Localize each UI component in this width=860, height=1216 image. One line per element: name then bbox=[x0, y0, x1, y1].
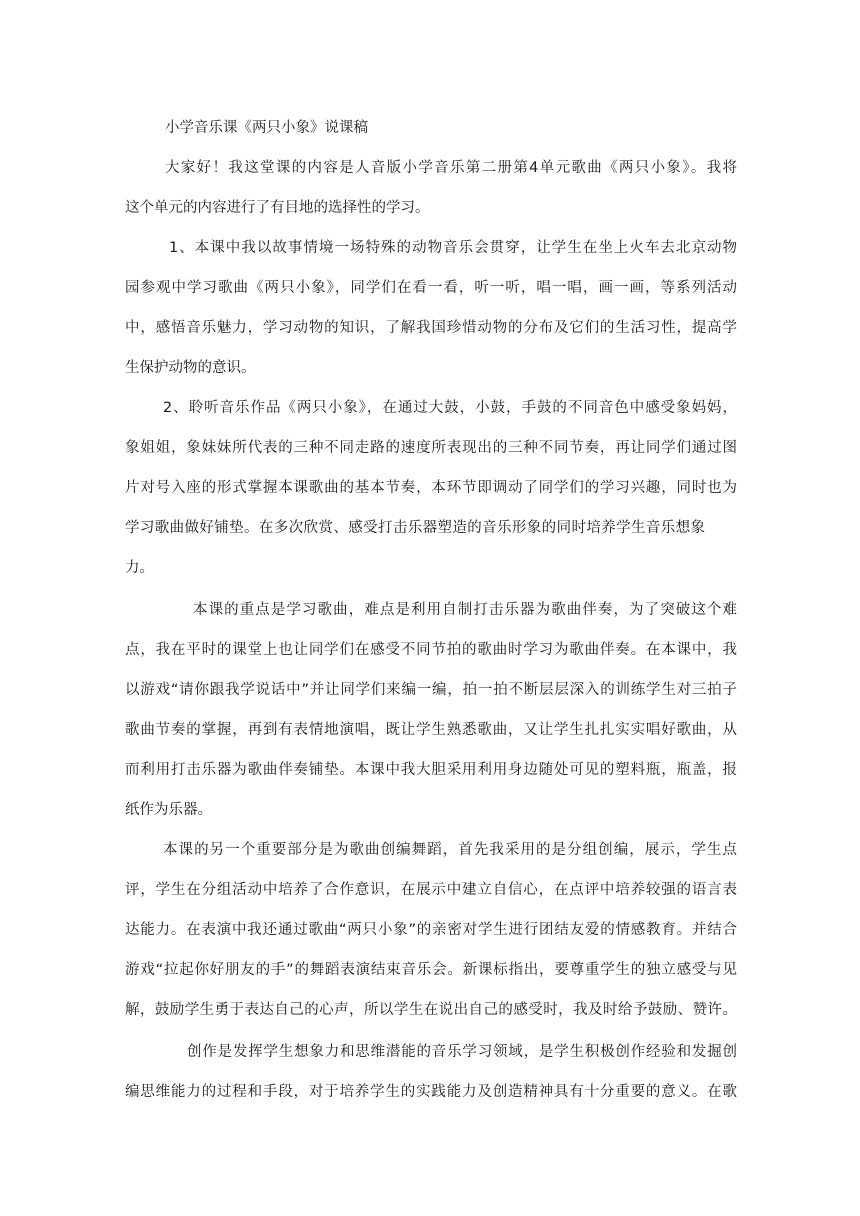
paragraph-line: 本课的重点是学习歌曲，难点是利用自制打击乐器为歌曲伴奏，为了突破这个难 bbox=[193, 602, 737, 618]
paragraph-line: 纸作为乐器。 bbox=[125, 802, 212, 818]
document-title: 小学音乐课《两只小象》说课稿 bbox=[165, 120, 368, 136]
paragraph-line: 达能力。在表演中我还通过歌曲“两只小象”的亲密对学生进行团结友爱的情感教育。并结合 bbox=[125, 922, 737, 938]
paragraph-line: 这个单元的内容进行了有目地的选择性的学习。 bbox=[125, 200, 430, 216]
paragraph-line: 片对号入座的形式掌握本课歌曲的基本节奏，本环节即调动了同学们的学习兴趣，同时也为 bbox=[125, 480, 737, 496]
paragraph-line: 游戏“拉起你好朋友的手”的舞蹈表演结束音乐会。新课标指出，要尊重学生的独立感受与见 bbox=[125, 962, 737, 978]
paragraph-line: 歌曲节奏的掌握，再到有表情地演唱，既让学生熟悉歌曲，又让学生扎扎实实唱好歌曲，从 bbox=[125, 722, 737, 738]
paragraph-line: 力。 bbox=[125, 560, 154, 576]
paragraph-line: 点，我在平时的课堂上也让同学们在感受不同节拍的歌曲时学习为歌曲伴奏。在本课中，我 bbox=[125, 642, 737, 658]
paragraph-line: 解，鼓励学生勇于表达自己的心声，所以学生在说出自己的感受时，我及时给予鼓励、赞许。 bbox=[125, 1002, 737, 1018]
paragraph-line: 象姐姐，象妹妹所代表的三种不同走路的速度所表现出的三种不同节奏，再让同学们通过图 bbox=[125, 440, 737, 456]
paragraph-line: 本课的另一个重要部分是为歌曲创编舞蹈，首先我采用的是分组创编，展示，学生点 bbox=[163, 842, 737, 858]
paragraph-line: 编思维能力的过程和手段，对于培养学生的实践能力及创造精神具有十分重要的意义。在歌 bbox=[125, 1084, 737, 1100]
paragraph-line: 而利用打击乐器为歌曲伴奏铺垫。本课中我大胆采用利用身边随处可见的塑料瓶，瓶盖，报 bbox=[125, 762, 737, 778]
paragraph-line: 生保护动物的意识。 bbox=[125, 360, 256, 376]
paragraph-line: 创作是发挥学生想象力和思维潜能的音乐学习领域，是学生积极创作经验和发掘创 bbox=[187, 1044, 737, 1060]
paragraph-line: 园参观中学习歌曲《两只小象》，同学们在看一看，听一听，唱一唱，画一画，等系列活动 bbox=[125, 280, 737, 296]
paragraph-line: 评，学生在分组活动中培养了合作意识，在展示中建立自信心，在点评中培养较强的语言表 bbox=[125, 882, 737, 898]
paragraph-line: 中，感悟音乐魅力，学习动物的知识，了解我国珍惜动物的分布及它们的生活习性，提高学 bbox=[125, 320, 737, 336]
paragraph-line: 学习歌曲做好铺垫。在多次欣赏、感受打击乐器塑造的音乐形象的同时培养学生音乐想象 bbox=[125, 520, 705, 536]
paragraph-line: 1、本课中我以故事情境一场特殊的动物音乐会贯穿，让学生在坐上火车去北京动物 bbox=[169, 240, 737, 256]
paragraph-line: 以游戏“请你跟我学说话中”并让同学们来编一编，拍一拍不断层层深入的训练学生对三拍子 bbox=[125, 682, 737, 698]
paragraph-line: 2、聆听音乐作品《两只小象》，在通过大鼓，小鼓，手鼓的不同音色中感受象妈妈， bbox=[163, 400, 737, 416]
paragraph-line: 大家好！我这堂课的内容是人音版小学音乐第二册第4单元歌曲《两只小象》。我将 bbox=[165, 160, 737, 176]
